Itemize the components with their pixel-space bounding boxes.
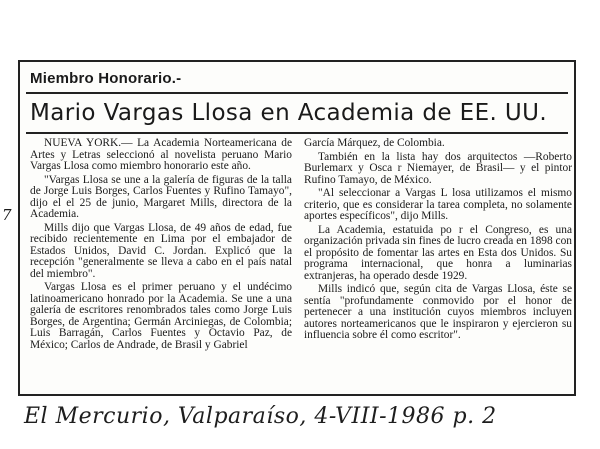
- paragraph: "Al seleccionar a Vargas L losa utilizamos el mismo criterio, que es considerar la tarea completa, no solamente aportes específicos", dijo Mills.: [304, 187, 572, 222]
- header-rule: [26, 92, 568, 94]
- article-column-right: [304, 138, 572, 342]
- headline-rule: [26, 132, 568, 134]
- paragraph: García Márquez, de Colombia.: [304, 137, 445, 149]
- paragraph: Mills dijo que Vargas Llosa, de 49 años de edad, fue recibido recientemente en Lima por el embajador de Estados Unidos, David C. Jordan. Explicó que la recepción "generalmente se lleva a cabo en el país natal del miembro".: [30, 221, 292, 280]
- newspaper-clipping: [18, 60, 576, 396]
- headline: Mario Vargas Llosa en Academia de EE. UU.: [30, 100, 548, 126]
- paragraph: Mills indicó que, según cita de Vargas Llosa, éste se sentía "profundamente conmovido por el honor de pertenecer a una institución cuyos miembros incluyen autores norteamericanos que le inspiraron y ejercieron su influencia sobre él como escritor".: [304, 283, 572, 341]
- article-column-left: [30, 138, 292, 351]
- paragraph: Vargas Llosa es el primer peruano y el undécimo latinoamericano honrado por la Academia. Se une a una galería de escritores renombrados tales como Jorge Luis Borges, de Argentina; Germán Arciniegas, de Colombia; Luis Barragán, Carlos Fuentes y Octavio Paz, de México; Carlos de Andrade, de Brasil y Gabriel: [30, 281, 292, 351]
- paragraph: NUEVA YORK.— La Academia Norteamericana de Artes y Letras seleccionó al novelista peruano Mario Vargas Llosa como miembro honorario este año.: [30, 137, 292, 172]
- source-handwritten-note: El Mercurio, Valparaíso, 4-VIII-1986 p. 2: [24, 404, 497, 429]
- margin-annotation: 7: [2, 206, 12, 224]
- paragraph: También en la lista hay dos arquitectos —Roberto Burlemarx y Osca r Niemayer, de Brasil— y el pintor Rufino Tamayo, de México.: [304, 150, 572, 186]
- paragraph: "Vargas Llosa se une a la galería de figuras de la talla de Jorge Luis Borges, Carlos Fuentes y Rufino Tamayo", dijo el el 25 de junio, Margaret Mills, directora de la Academia.: [30, 173, 292, 220]
- paragraph: La Academia, estatuida po r el Congreso, es una organización privada sin fines de lucro creada en 1898 con el propósito de fomentar las artes en Esta dos Unidos. Su programa internacional, que honra a luminarias extranjeras, ha operado desde 1929.: [304, 223, 572, 282]
- section-label: Miembro Honorario.-: [30, 70, 182, 87]
